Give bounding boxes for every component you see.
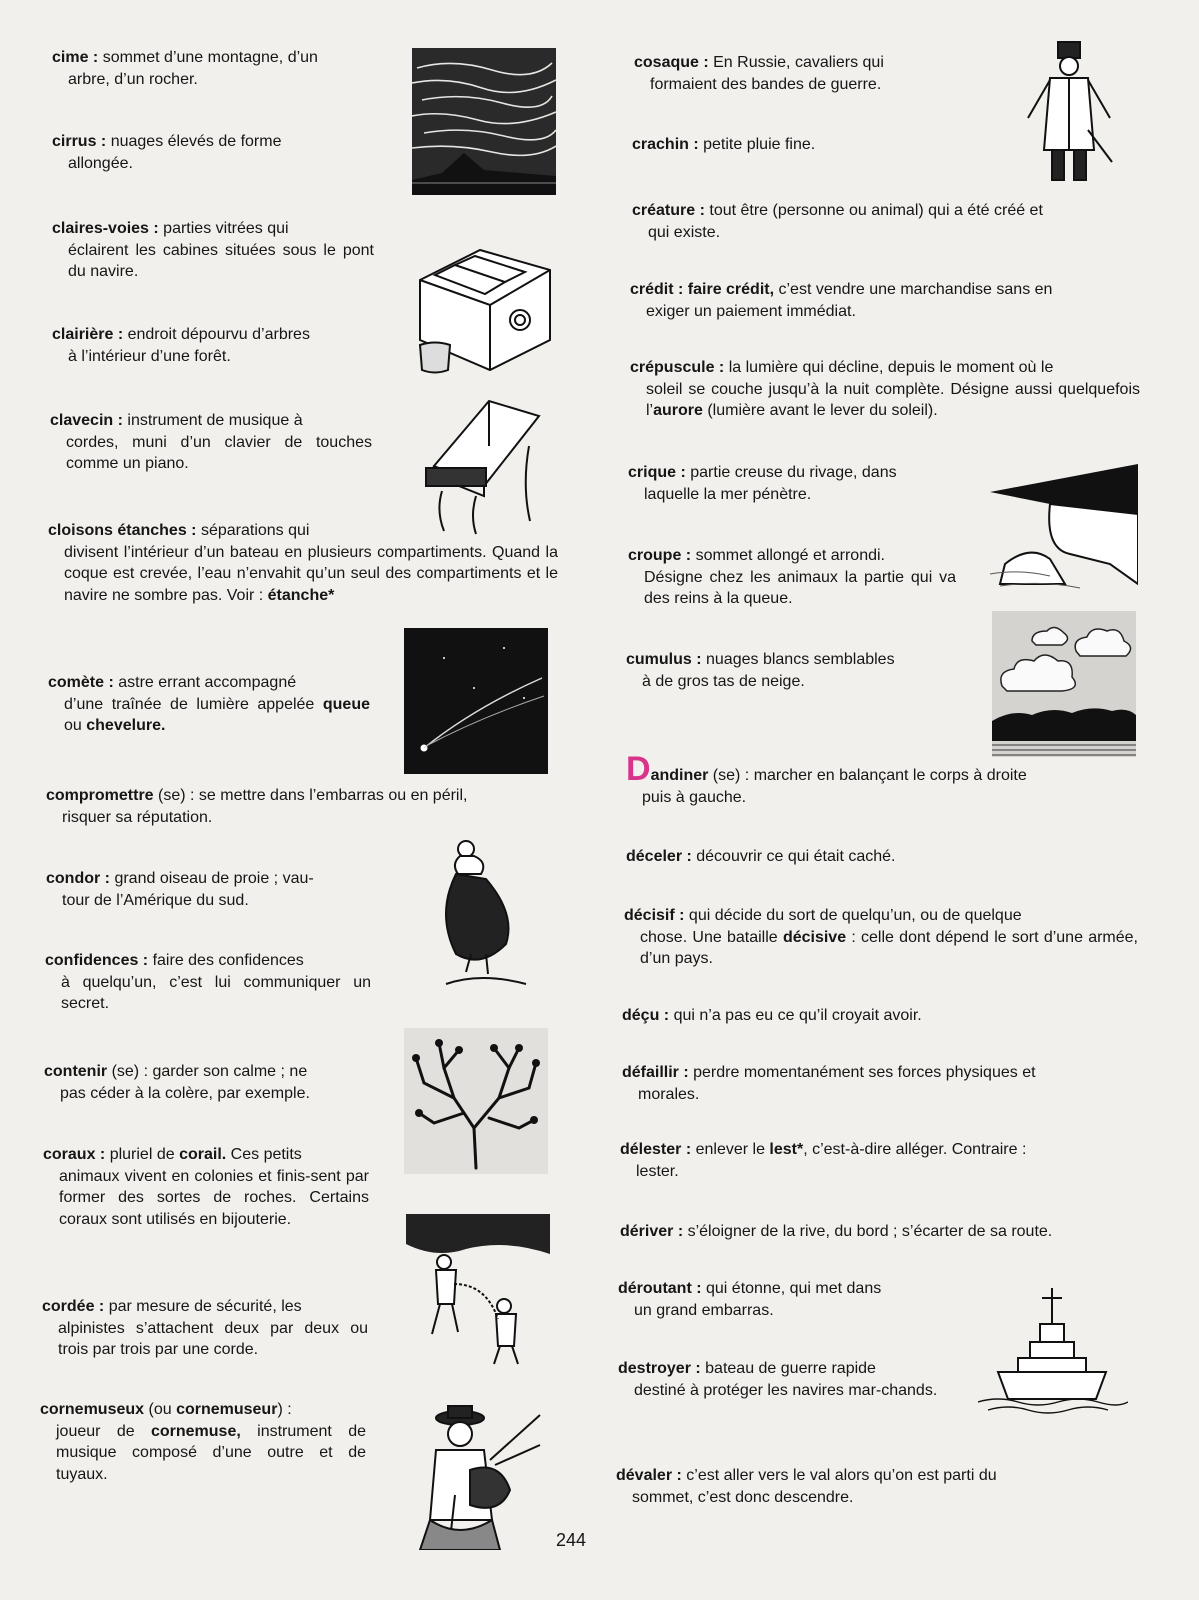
entry-cosaque: cosaque : En Russie, cavaliers qui formaient des bandes de guerre.: [634, 54, 884, 93]
cosaque-image: [1022, 40, 1116, 190]
entry-croupe: croupe : sommet allongé et arrondi. Désigne chez les animaux la partie qui va des reins à la queue.: [628, 547, 956, 607]
entry-compromettre: compromettre (se) : se mettre dans l’embarras ou en péril, risquer sa réputation.: [46, 787, 468, 826]
entry-comete: comète : astre errant accompagné d’une traînée de lumière appelée queue ou chevelure.: [48, 674, 370, 734]
entry-cordee: cordée : par mesure de sécurité, les alpinistes s’attachent deux par deux ou trois par trois par une corde.: [42, 1298, 368, 1358]
entry-devaler: dévaler : c’est aller vers le val alors qu’on est parti du sommet, c’est donc descendre.: [616, 1467, 997, 1506]
entry-deceler: déceler : découvrir ce qui était caché.: [626, 848, 896, 865]
page-number: 244: [556, 1530, 587, 1550]
entry-destroyer: destroyer : bateau de guerre rapide destiné à protéger les navires mar-chands.: [618, 1360, 938, 1399]
entry-delester: délester : enlever le lest*, c’est-à-dire alléger. Contraire : lester.: [620, 1141, 1027, 1180]
entry-cime: cime : sommet d’une montagne, d’un arbre, d’un rocher.: [52, 49, 318, 88]
entry-condor: condor : grand oiseau de proie ; vau- tour de l’Amérique du sud.: [46, 870, 314, 909]
entry-clairiere: clairière : endroit dépourvu d’arbres à l’intérieur d’une forêt.: [52, 326, 310, 365]
entry-creature: créature : tout être (personne ou animal) qui a été créé et qui existe.: [632, 202, 1043, 241]
entry-cornemuseux: cornemuseux (ou cornemuseur) : joueur de cornemuse, instrument de musique composé d’une outre et de tuyaux.: [40, 1401, 366, 1483]
claires-voies-image: [410, 220, 556, 375]
cirrus-clouds-image: [412, 48, 556, 195]
destroyer-image: [978, 1284, 1128, 1420]
entry-confidences: confidences : faire des confidences à quelqu’un, c’est lui communiquer un secret.: [45, 952, 371, 1012]
cumulus-image: [992, 611, 1136, 757]
entry-credit: crédit : faire crédit, c’est vendre une marchandise sans en exiger un paiement immédiat.: [630, 281, 1053, 320]
entry-crique: crique : partie creuse du rivage, dans laquelle la mer pénètre.: [628, 464, 897, 503]
entry-deriver: dériver : s’éloigner de la rive, du bord ; s’écarter de sa route.: [620, 1223, 1053, 1240]
crique-image: [990, 444, 1138, 592]
entry-cirrus: cirrus : nuages élevés de forme allongée.: [52, 133, 282, 172]
condor-image: [426, 834, 536, 986]
entry-crachin: crachin : petite pluie fine.: [632, 136, 816, 153]
entry-contenir: contenir (se) : garder son calme ; ne pas céder à la colère, par exemple.: [44, 1063, 310, 1102]
entry-cloisons-etanches: cloisons étanches : séparations qui divisent l’intérieur d’un bateau en plusieurs compartiments. Quand la coque est crevée, l’eau n’envahit qu’un seul des compartiments et le navire ne sombre pas. Voir : étanche*: [48, 522, 558, 604]
entry-coraux: coraux : pluriel de corail. Ces petits animaux vivent en colonies et finis-sent par former des sortes de roches. Certains coraux sont utilisés en bijouterie.: [43, 1146, 369, 1228]
entry-clavecin: clavecin : instrument de musique à cordes, muni d’un clavier de touches comme un piano.: [50, 412, 372, 472]
entry-deroutant: déroutant : qui étonne, qui met dans un grand embarras.: [618, 1280, 882, 1319]
entry-dandiner: Dandiner (se) : marcher en balançant le corps à droite puis à gauche.: [626, 750, 1027, 806]
comete-image: [404, 628, 548, 774]
clavecin-image: [414, 396, 544, 538]
cordee-image: [406, 1214, 550, 1366]
entry-defaillir: défaillir : perdre momentanément ses forces physiques et morales.: [622, 1064, 1036, 1103]
entry-cumulus: cumulus : nuages blancs semblables à de gros tas de neige.: [626, 651, 895, 690]
entry-claires-voies: claires-voies : parties vitrées qui éclairent les cabines situées sous le pont du navire.: [52, 220, 374, 280]
entry-crepuscule: crépuscule : la lumière qui décline, depuis le moment où le soleil se couche jusqu’à la nuit complète. Désigne aussi quelquefois l’aurore (lumière avant le lever du soleil).: [630, 359, 1140, 419]
entry-decu: déçu : qui n’a pas eu ce qu’il croyait avoir.: [622, 1007, 922, 1024]
cornemuseux-image: [400, 1400, 546, 1550]
coraux-image: [404, 1028, 548, 1174]
entry-decisif: décisif : qui décide du sort de quelqu’un, ou de quelque chose. Une bataille décisive : celle dont dépend le sort d’une armée, d’un pays.: [624, 907, 1139, 967]
